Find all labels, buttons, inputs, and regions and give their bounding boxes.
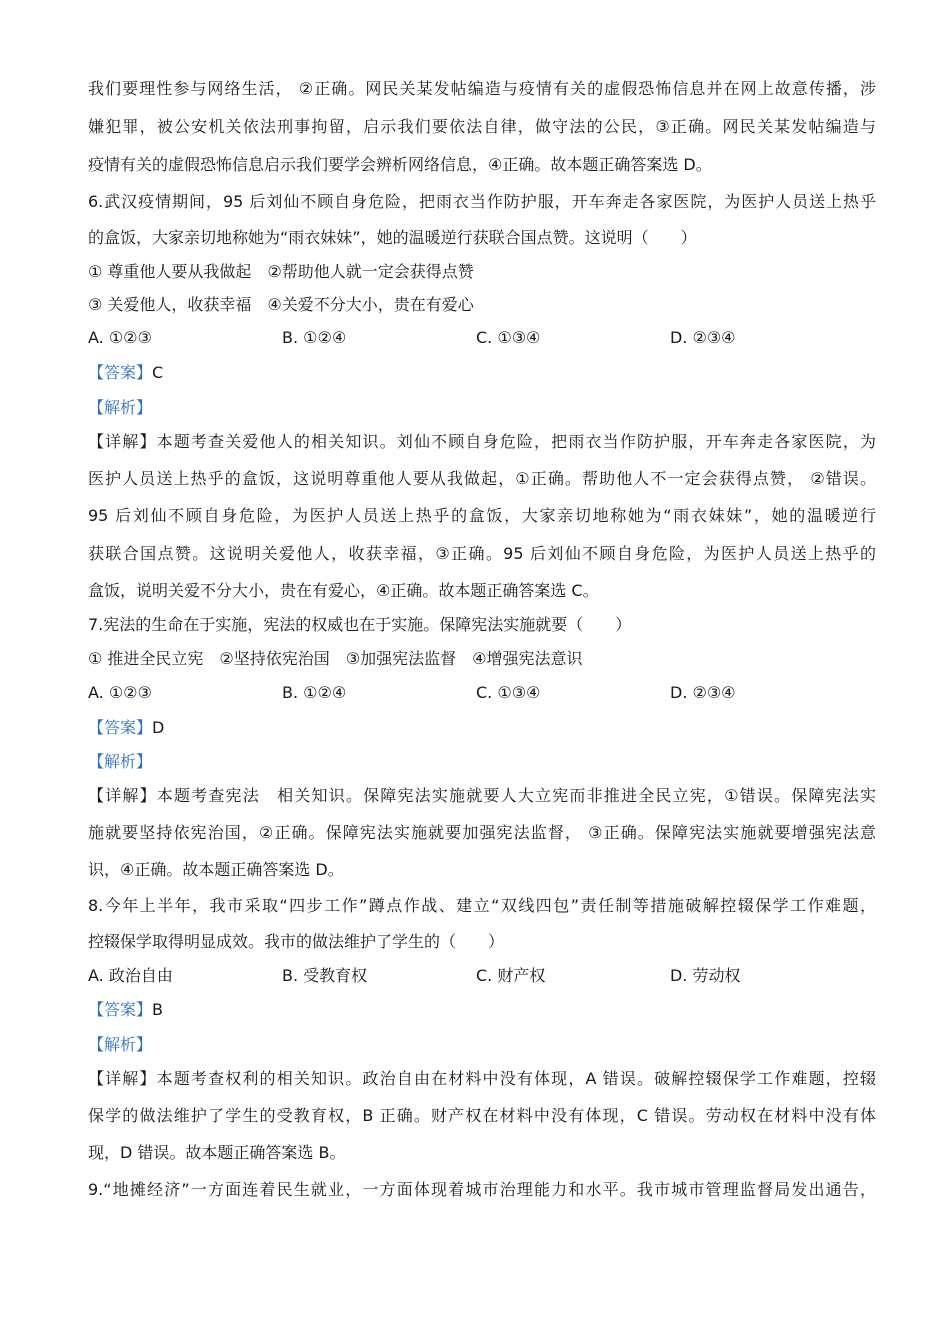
question-8-stem: 8.今年上半年，我市采取“四步工作”蹲点作战、建立“双线四包”责任制等措施破解控辍保学工作难题，: [88, 896, 876, 915]
question-6-answer: [88, 363, 163, 383]
question-8-detail: [88, 1069, 876, 1089]
text-line: 嫌犯罪，被公安机关依法刑事拘留，启示我们要依法自律，做守法的公民，③正确。网民关某发帖编造与: [88, 117, 876, 136]
question-6-item: ③ 关爱他人，收获幸福 ④关爱不分大小，贵在有爱心: [88, 295, 474, 314]
detail-text: 本题考查宪法 相关知识。保障宪法实施就要人大立宪而非推进全民立宪，①错误。保障宪法实: [156, 786, 876, 805]
question-6-option-b: B. ①②④: [282, 328, 347, 347]
question-7-option-a: A. ①②③: [88, 683, 152, 702]
question-8-option-b: B. 受教育权: [282, 966, 368, 985]
question-8-detail: 现，D 错误。故本题正确答案选 B。: [88, 1143, 346, 1162]
answer-value: C: [152, 363, 164, 382]
answer-tag: 【答案】: [88, 363, 153, 382]
question-6-option-c: C. ①③④: [476, 328, 541, 347]
question-6-detail: 获联合国点赞。这说明关爱他人，收获幸福，③正确。95 后刘仙不顾自身危险，为医护人员送上热乎的: [88, 544, 876, 563]
detail-text: 本题考查关爱他人的相关知识。刘仙不顾自身危险，把雨衣当作防护服，开车奔走各家医院，为: [156, 432, 876, 451]
question-8-answer: [88, 1000, 163, 1020]
answer-value: D: [152, 718, 165, 737]
analysis-tag: 【解析】: [88, 752, 153, 771]
analysis-tag: 【解析】: [88, 398, 153, 417]
question-6-detail: 95 后刘仙不顾自身危险，为医护人员送上热乎的盒饭，大家亲切地称她为“雨衣妹妹”，她的温暖逆行: [88, 506, 876, 525]
detail-tag: 【详解】: [88, 432, 157, 451]
question-8-option-c: C. 财产权: [476, 966, 546, 985]
question-6-detail: [88, 432, 876, 452]
question-7-answer: [88, 718, 164, 738]
answer-tag: 【答案】: [88, 1000, 153, 1019]
text-line: 我们要理性参与网络生活， ②正确。网民关某发帖编造与疫情有关的虚假恐怖信息并在网上故意传播，涉: [88, 79, 876, 98]
answer-value: B: [152, 1000, 163, 1019]
detail-tag: 【详解】: [88, 786, 157, 805]
analysis-tag: 【解析】: [88, 1035, 153, 1054]
question-8-detail: 保学的做法维护了学生的受教育权，B 正确。财产权在材料中没有体现，C 错误。劳动权在材料中没有体: [88, 1106, 876, 1125]
question-7-detail: 识，④正确。故本题正确答案选 D。: [88, 860, 344, 879]
question-8-option-d: D. 劳动权: [670, 966, 741, 985]
question-6-stem: 6.武汉疫情期间，95 后刘仙不顾自身危险，把雨衣当作防护服，开车奔走各家医院，为医护人员送上热乎: [88, 192, 876, 211]
question-7-detail: 施就要坚持依宪治国，②正确。保障宪法实施就要加强宪法监督， ③正确。保障宪法实施就要增强宪法意: [88, 823, 876, 842]
question-7-item: ① 推进全民立宪 ②坚持依宪治国 ③加强宪法监督 ④增强宪法意识: [88, 649, 583, 668]
question-8-option-a: A. 政治自由: [88, 966, 173, 985]
question-7-option-d: D. ②③④: [670, 683, 736, 702]
text-line: 疫情有关的虚假恐怖信息启示我们要学会辨析网络信息，④正确。故本题正确答案选 D。: [88, 155, 712, 174]
answer-tag: 【答案】: [88, 718, 153, 737]
question-6-option-a: A. ①②③: [88, 328, 152, 347]
question-7-option-b: B. ①②④: [282, 683, 347, 702]
question-7-stem: 7.宪法的生命在于实施，宪法的权威也在于实施。保障宪法实施就要（ ）: [88, 615, 632, 634]
question-9-stem: 9.“地摊经济”一方面连着民生就业，一方面体现着城市治理能力和水平。我市城市管理监督局发出通告，: [88, 1180, 876, 1199]
question-7-detail: [88, 786, 876, 806]
question-6-option-d: D. ②③④: [670, 328, 736, 347]
question-6-detail: 盒饭，说明关爱不分大小，贵在有爱心，④正确。故本题正确答案选 C。: [88, 581, 599, 600]
detail-tag: 【详解】: [88, 1069, 157, 1088]
question-7-option-c: C. ①③④: [476, 683, 541, 702]
question-6-detail: 医护人员送上热乎的盒饭，这说明尊重他人要从我做起，①正确。帮助他人不一定会获得点赞， ②错误。: [88, 469, 876, 488]
detail-text: 本题考查权利的相关知识。政治自由在材料中没有体现，A 错误。破解控辍保学工作难题，控辍: [156, 1069, 876, 1088]
question-6-stem: 的盒饭，大家亲切地称她为“雨衣妹妹”，她的温暖逆行获联合国点赞。这说明（ ）: [88, 228, 697, 247]
question-8-stem: 控辍保学取得明显成效。我市的做法维护了学生的（ ）: [88, 932, 505, 951]
question-6-item: ① 尊重他人要从我做起 ②帮助他人就一定会获得点赞: [88, 262, 474, 281]
